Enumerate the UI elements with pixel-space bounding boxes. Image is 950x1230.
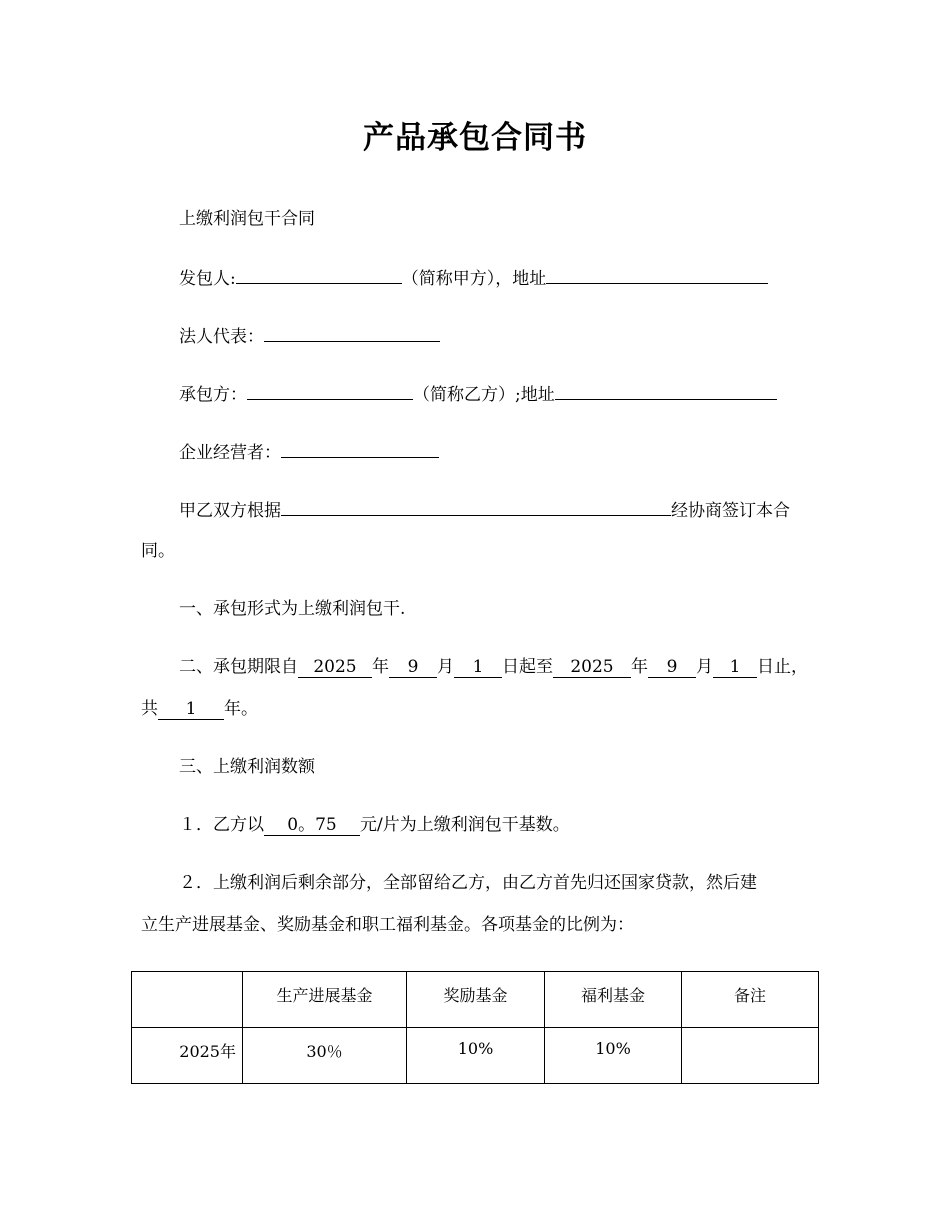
header-cell-welfare-fund: 福利基金 (545, 972, 682, 1028)
end-month: 9 (648, 657, 696, 678)
row-reward-fund-cell: 10% (407, 1028, 545, 1084)
operator-blank (281, 439, 439, 458)
total-prefix: 共 (141, 699, 158, 719)
year-unit-2: 年 (631, 657, 648, 677)
party-b-label: 承包方： (179, 385, 247, 405)
party-b-abbr: （简称乙方）;地址 (413, 385, 555, 405)
header-cell-remarks: 备注 (682, 972, 819, 1028)
total-unit: 年。 (224, 699, 258, 719)
basis-blank (281, 497, 671, 516)
party-b-address-blank (555, 381, 777, 400)
clause-1: 一、承包形式为上缴利润包干. (179, 599, 406, 619)
item-1-prefix: １．乙方以 (179, 815, 264, 835)
basis-suffix: 经协商签订本合 (671, 501, 790, 521)
start-year: 2025 (298, 657, 372, 678)
header-cell-reward-fund: 奖励基金 (407, 972, 545, 1028)
day-end: 日止， (757, 657, 808, 677)
clause-2-total (141, 697, 258, 721)
item-1-suffix: 元/片为上缴利润包干基数。 (360, 815, 570, 835)
start-month: 9 (389, 657, 437, 678)
year-unit: 年 (372, 657, 389, 677)
legal-rep-blank (264, 323, 440, 342)
end-year: 2025 (553, 657, 631, 678)
contract-subtitle: 上缴利润包干合同 (179, 209, 315, 229)
party-b-line (179, 381, 777, 407)
row-welfare-fund-cell: 10% (545, 1028, 682, 1084)
total-years: 1 (158, 699, 224, 720)
clause-2-prefix: 二、承包期限自 (179, 657, 298, 677)
start-day: 1 (454, 657, 502, 678)
party-a-line (179, 265, 768, 291)
basis-prefix: 甲乙双方根据 (179, 501, 281, 521)
legal-rep-label: 法人代表： (179, 327, 264, 347)
table-header-row (132, 972, 819, 1028)
item-2-line-1: ２．上缴利润后剩余部分，全部留给乙方，由乙方首先归还国家贷款，然后建 (179, 873, 757, 893)
item-2-line-2: 立生产进展基金、奖励基金和职工福利基金。各项基金的比例为： (141, 915, 634, 935)
row-remarks-cell (682, 1028, 819, 1084)
party-a-abbr: （简称甲方），地址 (401, 269, 547, 289)
clause-2-line (179, 655, 808, 679)
month-unit: 月 (437, 657, 454, 677)
item-1-line (179, 813, 570, 837)
row-year-cell: 2025年 (132, 1028, 243, 1084)
basis-line (179, 497, 790, 523)
clause-3: 三、上缴利润数额 (179, 757, 315, 777)
basis-wrap: 同。 (141, 541, 175, 561)
legal-rep-line (179, 323, 440, 349)
month-unit-2: 月 (696, 657, 713, 677)
base-amount: 0。75 (264, 815, 360, 836)
operator-label: 企业经营者： (179, 443, 281, 463)
operator-line (179, 439, 439, 465)
fund-ratio-table (131, 971, 819, 1084)
header-cell-empty (132, 972, 243, 1028)
row-production-fund-cell: 30％ (243, 1028, 407, 1084)
party-a-address-blank (546, 265, 768, 284)
header-cell-production-fund: 生产进展基金 (243, 972, 407, 1028)
party-a-label: 发包人: (179, 269, 236, 289)
end-day: 1 (713, 657, 757, 678)
party-b-name-blank (247, 381, 413, 400)
party-a-name-blank (236, 265, 402, 284)
table-row (132, 1028, 819, 1084)
document-title: 产品承包合同书 (363, 120, 587, 156)
day-from: 日起至 (502, 657, 553, 677)
